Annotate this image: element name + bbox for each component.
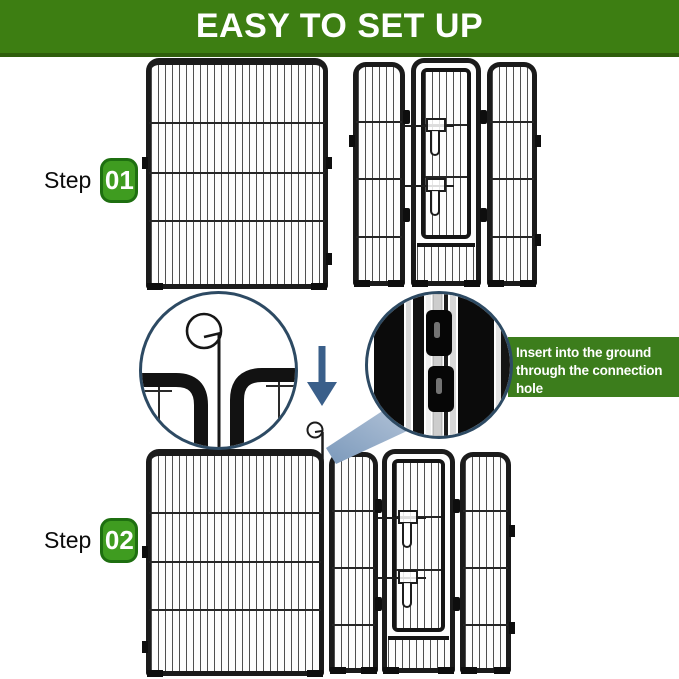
- door-latch-icon: [390, 570, 426, 612]
- panel-foot: [330, 667, 346, 674]
- panel-foot: [438, 667, 454, 674]
- header-banner: [0, 0, 679, 57]
- door-latch-icon: [390, 510, 426, 552]
- connector-tab: [142, 641, 148, 653]
- connector-tab: [509, 622, 515, 634]
- step2-single-fence-panel: [146, 449, 324, 676]
- hinge-connector: [375, 597, 382, 611]
- hinge-connector: [375, 499, 382, 513]
- hinge-connector: [403, 208, 410, 222]
- fence-wire: [149, 172, 325, 174]
- connector-tab: [326, 157, 332, 169]
- panel-foot: [383, 667, 399, 674]
- stake-connection-icon: [142, 294, 295, 447]
- fence-bars: [492, 67, 532, 281]
- fence-wire: [149, 220, 325, 222]
- fence-wire: [463, 624, 508, 626]
- hinge-connector: [453, 597, 460, 611]
- fence-wire: [463, 510, 508, 512]
- connector-tab: [535, 135, 541, 147]
- fence-wire: [149, 561, 321, 563]
- step-2-number-badge: 02: [100, 518, 138, 563]
- step-1-label-group: [44, 158, 138, 203]
- side-panel-right: [487, 62, 537, 286]
- connector-tab: [349, 135, 355, 147]
- callout-box: [508, 337, 679, 397]
- callout-text: Insert into the ground through the connection hole: [516, 345, 663, 396]
- step1-door-panel-group: [353, 58, 537, 290]
- step2-door-panel-group: [329, 449, 511, 676]
- fence-wire: [332, 567, 375, 569]
- fence-wire: [356, 121, 402, 123]
- door-panel: [382, 449, 455, 673]
- panel-foot: [147, 283, 163, 290]
- page-title: EASY TO SET UP: [195, 7, 484, 45]
- step-1-number-badge: 01: [100, 158, 138, 203]
- panel-foot: [461, 667, 477, 674]
- hinge-detail-icon: [368, 294, 510, 436]
- fence-bars: [151, 65, 323, 284]
- under-door-section: [417, 243, 475, 281]
- fence-wire: [356, 236, 402, 238]
- fence-wire: [149, 512, 321, 514]
- under-door-section: [388, 636, 449, 668]
- step-2-label: Step: [44, 527, 92, 553]
- fence-wire: [356, 178, 402, 180]
- step1-single-fence-panel: [146, 58, 328, 289]
- fence-bars: [465, 457, 506, 668]
- connector-tab: [326, 253, 332, 265]
- panel-foot: [307, 670, 323, 677]
- door-latch-icon: [418, 118, 454, 160]
- fence-bars: [151, 456, 319, 671]
- door-latch-icon: [418, 178, 454, 220]
- connector-tab: [142, 546, 148, 558]
- panel-foot: [354, 280, 370, 287]
- side-panel-left: [353, 62, 405, 286]
- fence-wire: [332, 624, 375, 626]
- panel-foot: [388, 280, 404, 287]
- fence-wire: [490, 178, 534, 180]
- hinge-connector: [480, 110, 487, 124]
- panel-foot: [412, 280, 428, 287]
- panel-foot: [488, 280, 504, 287]
- fence-wire: [463, 567, 508, 569]
- door-panel: [411, 58, 481, 286]
- step-1-label: Step: [44, 167, 92, 193]
- panel-foot: [520, 280, 536, 287]
- side-panel-right: [460, 452, 511, 673]
- hinge-connector: [403, 110, 410, 124]
- panel-foot: [464, 280, 480, 287]
- fence-bars: [417, 247, 475, 281]
- panel-foot: [494, 667, 510, 674]
- fence-bars: [388, 640, 449, 668]
- panel-foot: [311, 283, 327, 290]
- fence-wire: [490, 236, 534, 238]
- magnifier-stake-detail: [139, 291, 298, 450]
- magnifier-hinge-detail: [365, 291, 513, 439]
- fence-wire: [149, 609, 321, 611]
- step-2-label-group: [44, 518, 138, 563]
- fence-bars: [358, 67, 400, 281]
- hinge-connector: [453, 499, 460, 513]
- connector-tab: [535, 234, 541, 246]
- panel-foot: [361, 667, 377, 674]
- connector-tab: [509, 525, 515, 537]
- fence-wire: [149, 122, 325, 124]
- hinge-connector: [480, 208, 487, 222]
- panel-foot: [147, 670, 163, 677]
- fence-wire: [490, 121, 534, 123]
- connector-tab: [142, 157, 148, 169]
